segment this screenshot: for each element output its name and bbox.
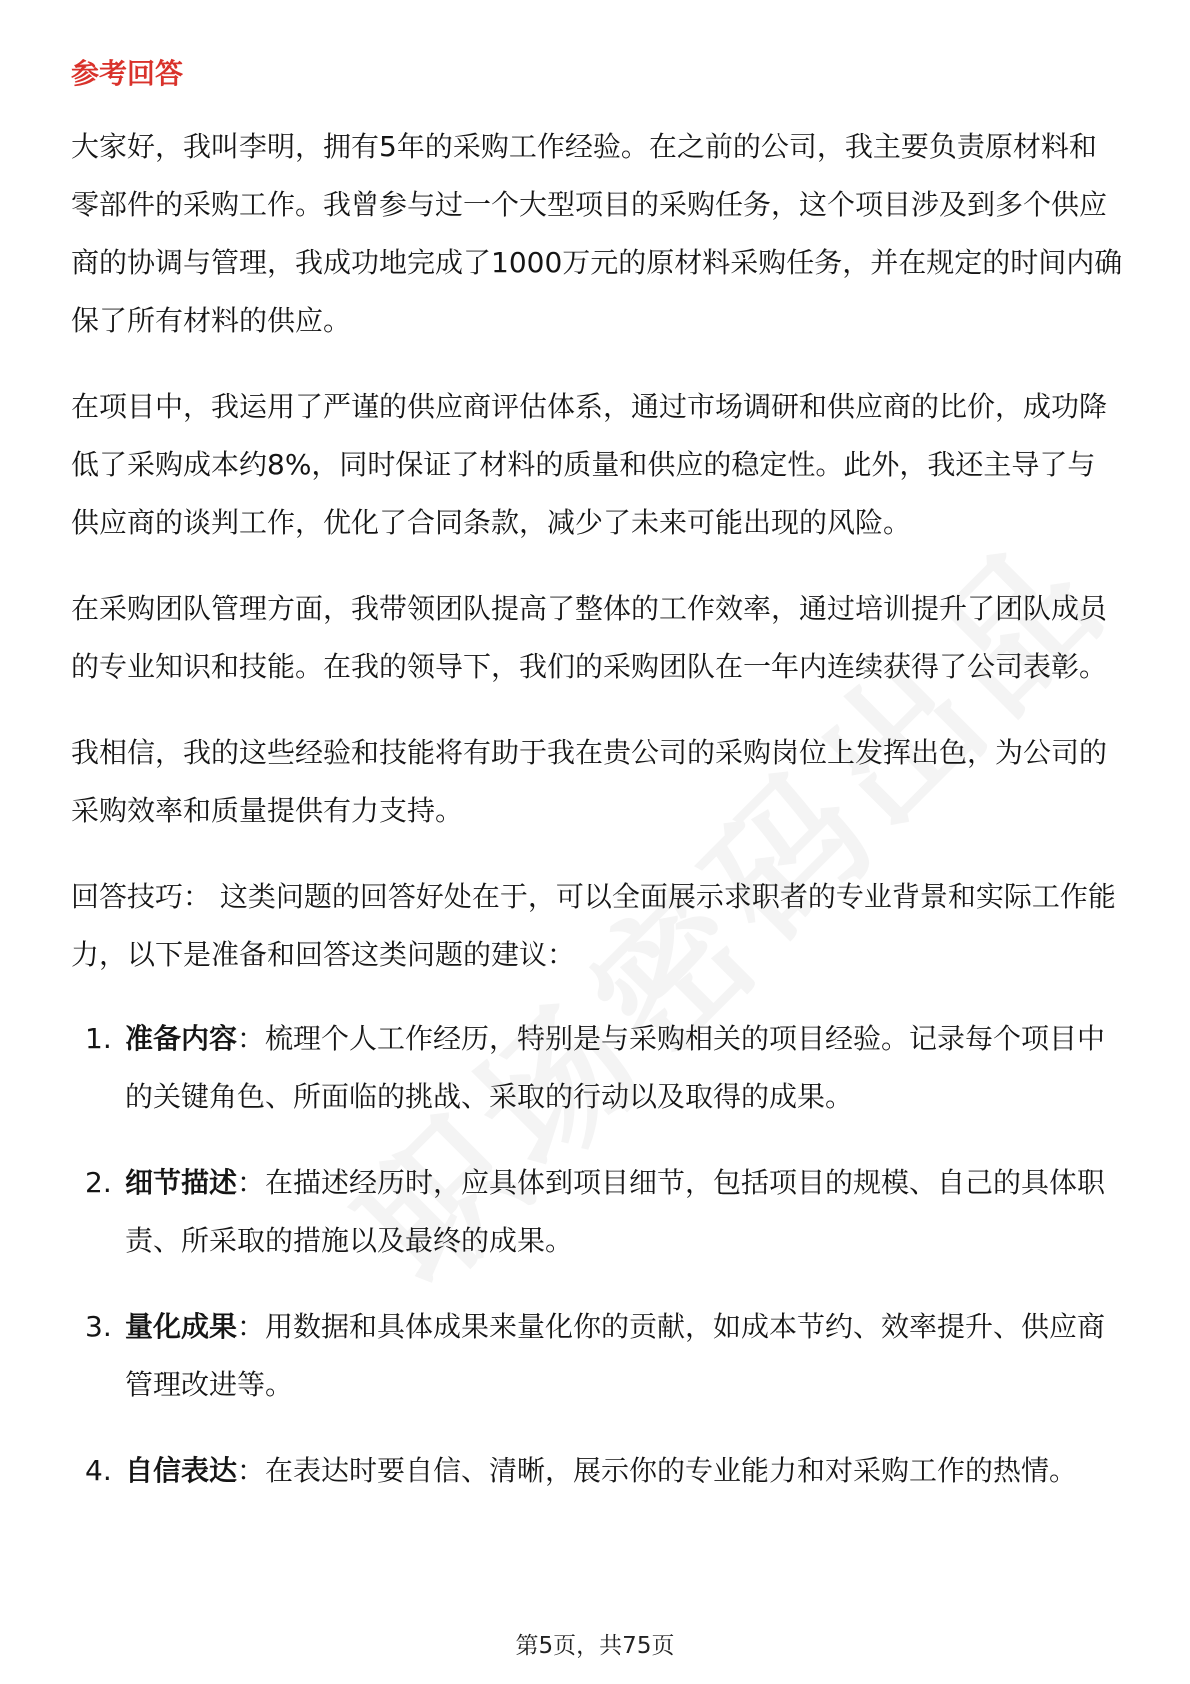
tip-text: 用数据和具体成果来量化你的贡献，如成本节约、效率提升、供应商管理改进等。 [125, 1310, 1106, 1401]
tip-title: 准备内容 [125, 1022, 238, 1055]
tip-number: 4. [85, 1454, 112, 1487]
tip-separator: ： [237, 1310, 266, 1343]
answer-paragraph-2: 在项目中，我运用了严谨的供应商评估体系，通过市场调研和供应商的比价，成功降低了采购成本约8%，同时保证了材料的质量和供应的稳定性。此外，我还主导了与供应商的谈判工作，优化了合同条款，减少了未来可能出现的风险。 [71, 390, 1108, 539]
tip-separator: ： [237, 1454, 266, 1487]
page-footer: 第5页，共75页 [515, 1633, 675, 1659]
tip-item-4 [71, 1442, 1123, 1500]
tip-item-3 [71, 1298, 1123, 1414]
tip-title: 量化成果 [125, 1310, 238, 1343]
tip-number: 2. [85, 1166, 112, 1199]
tip-item-1 [71, 1010, 1123, 1126]
answer-paragraph-1: 大家好，我叫李明，拥有5年的采购工作经验。在之前的公司，我主要负责原材料和零部件的采购工作。我曾参与过一个大型项目的采购任务，这个项目涉及到多个供应商的协调与管理，我成功地完成了1000万元的原材料采购任务，并在规定的时间内确保了所有材料的供应。 [71, 130, 1123, 337]
section-heading: 参考回答 [71, 57, 184, 90]
answer-paragraph-4: 我相信，我的这些经验和技能将有助于我在贵公司的采购岗位上发挥出色，为公司的采购效率和质量提供有力支持。 [71, 736, 1108, 827]
tips-list [71, 1010, 1123, 1500]
tip-text: 在表达时要自信、清晰，展示你的专业能力和对采购工作的热情。 [265, 1454, 1078, 1487]
tip-title: 自信表达 [125, 1454, 238, 1487]
tip-title: 细节描述 [125, 1166, 238, 1199]
tip-number: 1. [85, 1022, 112, 1055]
tip-text: 在描述经历时，应具体到项目细节，包括项目的规模、自己的具体职责、所采取的措施以及最终的成果。 [125, 1166, 1106, 1257]
answer-paragraph-3: 在采购团队管理方面，我带领团队提高了整体的工作效率，通过培训提升了团队成员的专业知识和技能。在我的领导下，我们的采购团队在一年内连续获得了公司表彰。 [71, 592, 1108, 683]
answer-content [71, 118, 1123, 1528]
tips-intro: 回答技巧： 这类问题的回答好处在于，可以全面展示求职者的专业背景和实际工作能力，以下是准备和回答这类问题的建议： [71, 880, 1116, 971]
tip-separator: ： [237, 1022, 266, 1055]
tip-text: 梳理个人工作经历，特别是与采购相关的项目经验。记录每个项目中的关键角色、所面临的挑战、采取的行动以及取得的成果。 [125, 1022, 1106, 1113]
tip-number: 3. [85, 1310, 112, 1343]
tip-separator: ： [237, 1166, 266, 1199]
tip-item-2 [71, 1154, 1123, 1270]
